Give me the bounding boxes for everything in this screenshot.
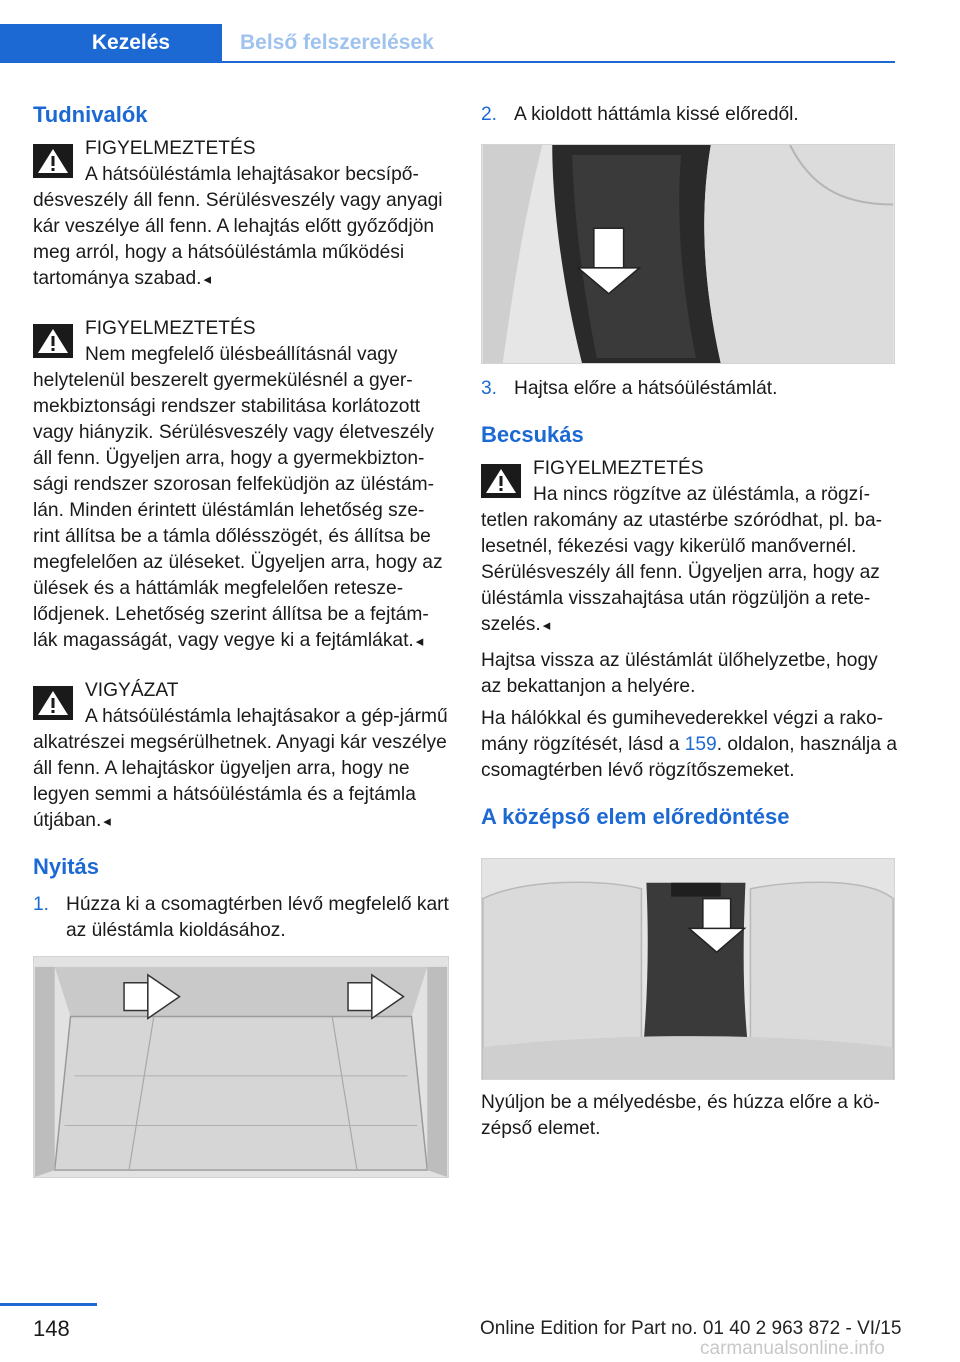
right-column [481, 100, 897, 128]
tab-belso-felszerelesek[interactable]: Belső felszerelések [240, 31, 434, 54]
warning-triangle-icon [33, 144, 73, 178]
warning-block-2 [33, 316, 449, 654]
paragraph-close-seat: Hajtsa vissza az üléstámlát ülőhelyzetbe, hogy az bekattanjon a helyére. [481, 650, 878, 697]
paragraph-middle-element: Nyúljon be a mélyedésbe, és húzza előre a kö-zépső elemet. [481, 1092, 880, 1139]
list-item-step-1 [33, 892, 449, 944]
warning-block-1 [33, 136, 449, 292]
header-rule [0, 61, 895, 63]
step-number: 3. [481, 378, 498, 399]
middle-element-illustration [481, 858, 895, 1080]
page-reference-link[interactable]: 159 [684, 734, 717, 755]
warning-title: FIGYELMEZTETÉS [533, 458, 704, 479]
paragraph-text: Ha hálókkal és gumihevederekkel végzi a rako-mány rögzítését, lásd a [481, 708, 884, 755]
warning-title: FIGYELMEZTETÉS [85, 318, 256, 339]
heading-tudnivalok: Tudnivalók [33, 102, 148, 127]
warning-body: A hátsóüléstámla lehajtásakor becsípő-désveszély áll fenn. Sérülésveszély vagy anyagi kár veszélye áll fenn. A lehajtás előtt győződjön meg arról, hogy a hátsóüléstámla működési tartománya szabad. [33, 164, 443, 289]
end-mark-icon: ◂ [542, 617, 551, 634]
warning-block-3 [33, 678, 449, 834]
warning-title: VIGYÁZAT [85, 680, 179, 701]
left-column [33, 100, 449, 944]
warning-body: Nem megfelelő ülésbeállításnál vagy helytelenül beszerelt gyermekülésnél a gyer-mekbiztonsági rendszer stabilitása korlátozott vagy hiányzik. Sérülésveszély vagy életveszély áll fenn. Ügyeljen arra, hogy a gyermekbizton-sági rendszer szorosan felfeküdjön az üléstám-lán. Minden érintett üléstámlán lehetőség sze-rint állítsa be a támla dőlésszögét, és állítsa be megfelelően az üléseket. Ügyeljen arra, hogy az ülések és a háttámlák megfelelően retesze-lődjenek. Lehetőség szerint állítsa be a fejtám-lák magasságát, vagy vegye ki a fejtámlákat. [33, 344, 443, 651]
end-mark-icon: ◂ [415, 633, 424, 650]
paragraph-text: . oldalon, használja a csomagtérben lévő rögzítőszemeket. [481, 734, 897, 781]
header-tabs [0, 24, 895, 62]
warning-body: Ha nincs rögzítve az üléstámla, a rögzí-tetlen rakomány az utastérbe szóródhat, pl. ba-lesetnél, fékezési vagy kikerülő manővernél. Sérülésveszély áll fenn. Ügyeljen arra, hogy az üléstámla visszahajtása után rögzüljön a rete-szelés. [481, 484, 883, 635]
step-text: A kioldott háttámla kissé előredől. [514, 104, 799, 125]
heading-nyitas: Nyitás [33, 854, 100, 879]
end-mark-icon: ◂ [203, 271, 212, 288]
paragraph-cargo-nets [481, 706, 897, 784]
warning-triangle-icon [481, 464, 521, 498]
trunk-lever-illustration [33, 956, 449, 1178]
watermark: carmanualsonline.info [700, 1338, 885, 1359]
right-column-bottom [481, 1090, 897, 1142]
step-text: Húzza ki a csomagtérben lévő megfelelő kart az üléstámla kioldásához. [66, 894, 449, 941]
warning-triangle-icon [33, 324, 73, 358]
tab-kezeles[interactable]: Kezelés [0, 24, 222, 62]
step-number: 1. [33, 894, 50, 915]
right-column-lower [481, 376, 897, 832]
edition-info: Online Edition for Part no. 01 40 2 963 872 - VI/15 [480, 1318, 902, 1339]
end-mark-icon: ◂ [103, 813, 111, 830]
step-text: Hajtsa előre a hátsóüléstámlát. [514, 378, 778, 399]
warning-title: FIGYELMEZTETÉS [85, 138, 256, 159]
step-number: 2. [481, 104, 498, 125]
warning-block-4 [481, 456, 897, 638]
list-item-step-3 [481, 376, 897, 402]
warning-triangle-icon [33, 686, 73, 720]
warning-body: A hátsóüléstámla lehajtásakor a gép-jármű alkatrészei megsérülhetnek. Anyagi kár veszélye áll fenn. A lehajtáskor ügyeljen arra, hogy ne legyen semmi a hátsóüléstámla és a fejtámla útjában. [33, 706, 448, 831]
list-item-step-2 [481, 102, 897, 128]
seatback-release-illustration [481, 144, 895, 364]
heading-becsukas: Becsukás [481, 422, 584, 447]
footer-rule [0, 1303, 97, 1306]
page-number: 148 [33, 1316, 70, 1341]
heading-kozepso-elem: A középső elem előredöntése [481, 804, 790, 829]
